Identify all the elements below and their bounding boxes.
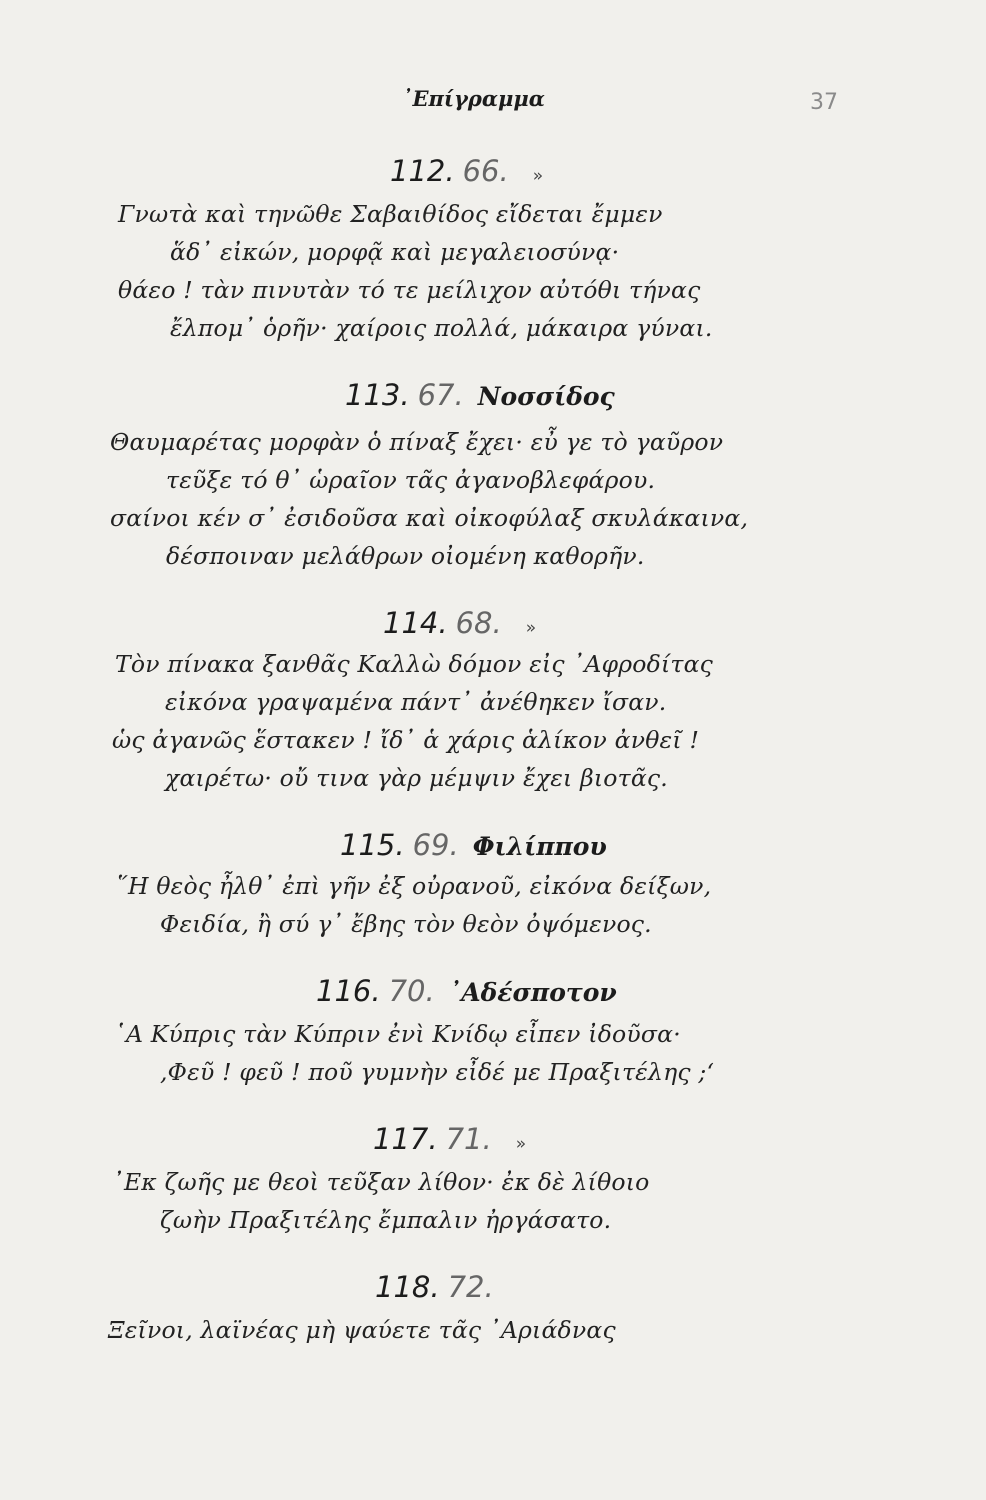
epigram-heading [345,378,615,412]
epigram-number: 113. [345,378,410,412]
verse-line: εἰκόνα γραψαμένα πάντ᾿ ἀνέθηκεν ἴσαν. [165,688,667,716]
verse-line: Τὸν πίνακα ξανθᾶς Καλλὼ δόμον εἰς ᾿Αφροδίτας [115,650,713,678]
epigram-author: Φιλίππου [472,832,607,861]
verse-line: ᾿Εκ ζωῆς με θεοὶ τεῦξαν λίθον· ἐκ δὲ λίθοιο [112,1168,650,1196]
epigram-author: Νοσσίδος [477,382,615,411]
epigram-sequence: 68. [455,606,502,640]
epigram-number: 116. [316,974,381,1008]
epigram-number: 118. [375,1270,440,1304]
epigram-heading [390,154,543,188]
verse-line: δέσποιναν μελάθρων οἰομένη καθορῆν. [166,542,645,570]
verse-line: Ξεῖνοι, λαϊνέας μὴ ψαύετε τᾶς ᾿Αριάδνας [108,1316,616,1344]
epigram-heading [316,974,617,1008]
epigram-heading [375,1270,494,1304]
verse-line: ὡς ἀγανῶς ἕστακεν ! ἴδ᾿ ἁ χάρις ἁλίκον ἀνθεῖ ! [112,726,700,754]
epigram-sequence: 72. [447,1270,494,1304]
epigram-heading [340,828,607,862]
ditto-mark: » [525,618,537,638]
page-number: 37 [810,90,838,115]
ditto-mark: » [515,1134,527,1154]
epigram-sequence: 70. [388,974,435,1008]
verse-line: σαίνοι κέν σ᾿ ἐσιδοῦσα καὶ οἰκοφύλαξ σκυλάκαινα, [110,504,749,532]
ditto-mark: » [532,166,544,186]
epigram-author: ᾿Αδέσποτον [448,978,617,1007]
epigram-heading [383,606,536,640]
verse-line: ἅδ᾿ εἰκών, μορφᾷ καὶ μεγαλειοσύνᾳ· [170,238,620,266]
epigram-sequence: 71. [445,1122,492,1156]
verse-line: ῾Α Κύπρις τὰν Κύπριν ἐνὶ Κνίδῳ εἶπεν ἰδοῦσα· [114,1020,681,1048]
epigram-sequence: 67. [417,378,464,412]
epigram-number: 115. [340,828,405,862]
verse-line: ,Φεῦ ! φεῦ ! ποῦ γυμνὴν εἶδέ με Πραξιτέλης ;‘ [160,1058,715,1086]
verse-line: ῞Η θεὸς ἦλθ᾿ ἐπὶ γῆν ἐξ οὐρανοῦ, εἰκόνα δείξων, [116,872,712,900]
verse-line: χαιρέτω· οὔ τινα γὰρ μέμψιν ἔχει βιοτᾶς. [165,764,668,792]
epigram-number: 112. [390,154,455,188]
epigram-sequence: 66. [462,154,509,188]
epigram-number: 117. [373,1122,438,1156]
verse-line: ζωὴν Πραξιτέλης ἔμπαλιν ἠργάσατο. [160,1206,612,1234]
verse-line: τεῦξε τό θ᾿ ὡραῖον τᾶς ἀγανοβλεφάρου. [166,466,656,494]
verse-line: θάεο ! τὰν πινυτὰν τό τε μείλιχον αὐτόθι τήνας [118,276,701,304]
verse-line: Γνωτὰ καὶ τηνῶθε Σαβαιθίδος εἴδεται ἔμμεν [118,200,663,228]
verse-line: Φειδία, ἢ σύ γ᾿ ἔβης τὸν θεὸν ὀψόμενος. [160,910,652,938]
verse-line: ἔλπομ᾿ ὁρῆν· χαίροις πολλά, μάκαιρα γύναι. [170,314,713,342]
epigram-sequence: 69. [412,828,459,862]
verse-line: Θαυμαρέτας μορφὰν ὁ πίναξ ἔχει· εὖ γε τὸ γαῦρον [110,428,724,456]
running-title: ᾿Επίγραμμα [402,86,545,111]
epigram-heading [373,1122,526,1156]
epigram-number: 114. [383,606,448,640]
